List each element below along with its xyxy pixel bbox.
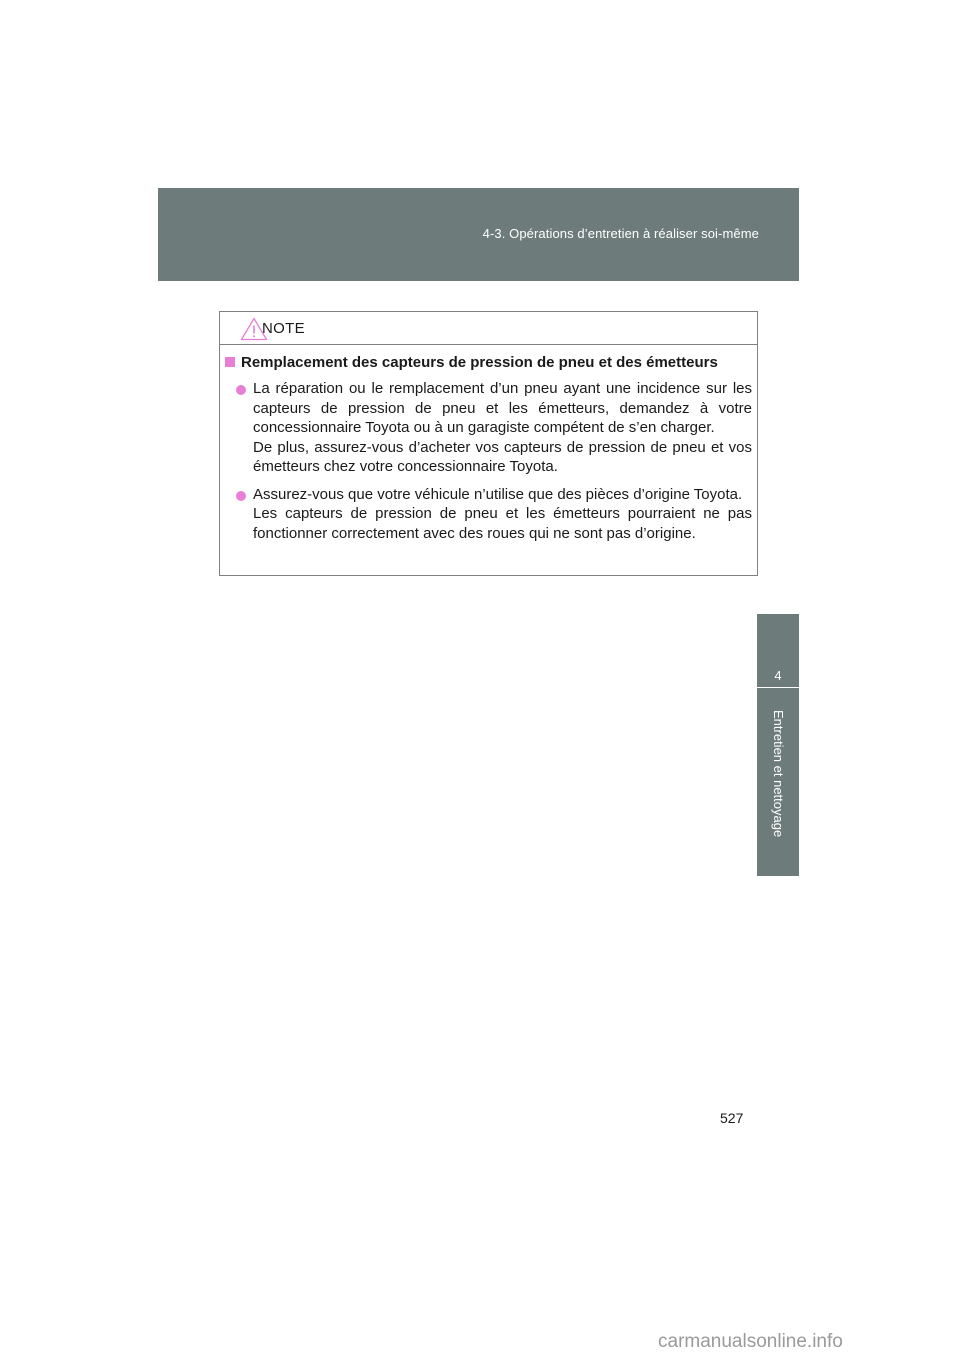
watermark: carmanualsonline.info [658, 1331, 843, 1352]
list-item [225, 379, 752, 477]
chapter-number: 4 [774, 668, 782, 683]
note-box [219, 311, 758, 576]
list-item [225, 485, 752, 544]
round-bullet-icon [236, 491, 246, 501]
note-heading-text: Remplacement des capteurs de pression de pneu et des émetteurs [241, 354, 718, 371]
note-header [220, 312, 757, 345]
chapter-side-tab [757, 614, 799, 876]
item-paragraph: Assurez-vous que votre véhicule n’utilise que des pièces d’origine Toyota. [253, 485, 743, 503]
square-bullet-icon [225, 357, 235, 367]
note-title: NOTE [262, 320, 305, 337]
chapter-label: Entretien et nettoyage [771, 710, 786, 838]
note-body [220, 345, 757, 543]
page-number: 527 [720, 1110, 744, 1126]
section-title: 4-3. Opérations d’entretien à réaliser soi-même [482, 226, 759, 241]
chapter-header-band [158, 188, 799, 281]
item-paragraph: La réparation ou le remplacement d’un pneu ayant une incidence sur les capteurs de pression de pneu et les émetteurs, demandez à votre concessionnaire Toyota ou à un garagiste compétent de s’en charger. [253, 380, 752, 436]
item-paragraph: De plus, assurez-vous d’acheter vos capteurs de pression de pneu et vos émetteurs chez votre concessionnaire Toyota. [253, 438, 752, 475]
note-section-heading [225, 352, 752, 374]
item-paragraph: Les capteurs de pression de pneu et les émetteurs pourraient ne pas fonctionner correctement avec des roues qui ne sont pas d’origine. [253, 505, 752, 542]
round-bullet-icon [236, 385, 246, 395]
